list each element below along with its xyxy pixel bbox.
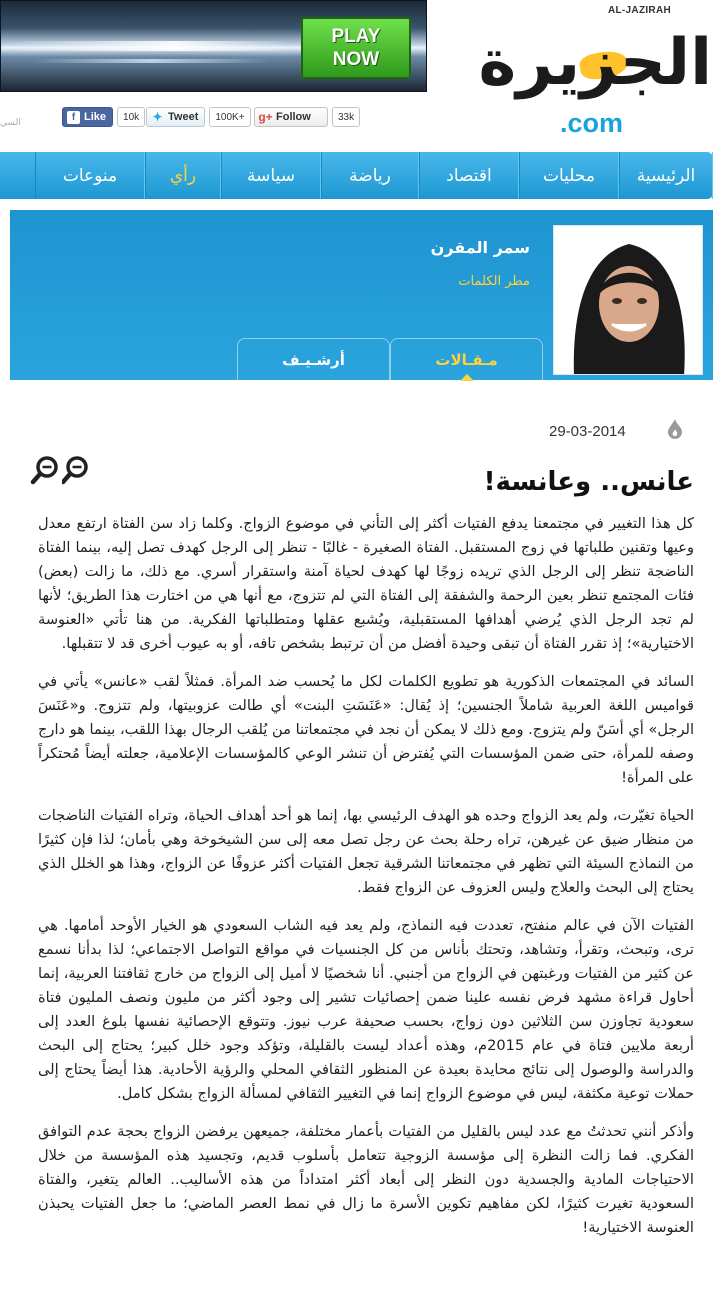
google-plus-icon: g+ bbox=[258, 110, 273, 124]
facebook-icon: f bbox=[67, 111, 80, 124]
follow-label: Follow bbox=[276, 111, 311, 123]
article-body bbox=[38, 512, 694, 1254]
follow-count: 33k bbox=[332, 107, 360, 127]
article-paragraph: السائد في المجتمعات الذكورية هو تطويع الكلمات لكل ما يُحسب ضد المرأة. فمثلاً لقب «عانس» يأتي في قواميس اللغة العربية شاملاً الجنسين؛ إذ يُقال: «عَنَسَتِ البنت» أي طالت عزوبيتها، ولم تتزوج. و«عَنَسَ الرجل» أي أسَنّ ولم يتزوج. ومع ذلك لا يمكن أن نجد في مجتمعاتنا من يُلقب الرجال بهذا اللقب، بينما هو دارج وصفه للمرأة، حتى ضمن المؤسسات التي يُفترض أن تنشر الوعي كالمؤسسات الإعلامية، جعلته أيضاً مُحتكراً على المرأة! bbox=[38, 673, 694, 786]
article-paragraph: وأذكر أنني تحدثتُ مع عدد ليس بالقليل من الفتيات بأعمار مختلفة، جميعهن يرفضن الزواج بحجة عدم التوافق الفكري. فما زالت النظرة إلى مؤسسة الزوجية تتعامل بأسلوب قديم، وتجسيد هذه المؤسسة من خلال الاحتياجات المادية والجسدية دون النظر إلى أبعاد أكثر امتداداً من هذه الأساليب.. العالم يتغير، والفتاة السعودية تغيرت كثيرًا، لكن مفاهيم تكوين الأسرة ما زال في نمط العصر الماضي؛ ما جعل الفتيات يحبذن العنوسة الاختيارية! bbox=[38, 1123, 694, 1236]
author-avatar bbox=[553, 225, 703, 375]
twitter-icon: ✦ bbox=[152, 110, 163, 124]
nav-item-politics[interactable]: سياسة bbox=[221, 152, 321, 199]
nav-item-opinion[interactable]: رأي bbox=[145, 152, 221, 199]
twitter-widget bbox=[146, 106, 251, 128]
nav-item-home[interactable]: الرئيسية bbox=[619, 152, 713, 199]
author-tabs bbox=[237, 338, 543, 380]
play-now-button[interactable] bbox=[301, 17, 411, 79]
nav-item-local[interactable]: محليات bbox=[519, 152, 619, 199]
tweet-label: Tweet bbox=[168, 111, 199, 123]
google-plus-follow-button[interactable] bbox=[254, 107, 328, 127]
nav-item-sports[interactable]: رياضة bbox=[321, 152, 419, 199]
site-logo[interactable]: الجزيرة bbox=[478, 26, 712, 100]
article-title: عانس.. وعانسة! bbox=[483, 467, 694, 497]
google-plus-widget bbox=[254, 106, 360, 128]
tab-archive[interactable]: أرشـيـف bbox=[237, 338, 390, 380]
logo-domain: .com bbox=[560, 108, 624, 138]
facebook-like-button[interactable] bbox=[62, 107, 113, 127]
author-panel bbox=[10, 210, 713, 380]
article-paragraph: الحياة تغيّرت، ولم يعد الزواج وحده هو الهدف الرئيسي بها، إنما هو أحد أهداف الحياة، وتراه الفتيات الناضجات من منظار ضيق عن غيرهن، تراه رحلة بحث عن رجل تصل معه إلى سن الشيخوخة وهي بأمان؛ لذا فإن كثيرًا من النماذج السيئة التي تظهر في مجتمعاتنا الشرقية تجعل الفتيات أكثر عزوفًا عن الزواج، وهذا هو الخلل الذي يحتاج إلى البحث والعلاج وليس العزوف عن الزواج فقط. bbox=[38, 807, 694, 896]
tab-articles[interactable]: مـقـالات bbox=[390, 338, 543, 380]
banner-light-streak-2 bbox=[31, 59, 271, 63]
facebook-like-widget bbox=[62, 106, 145, 128]
drop-icon bbox=[667, 418, 683, 440]
article-paragraph: الفتيات الآن في عالم منفتح، تعددت فيه النماذج، ولم يعد فيه الشاب السعودي هو الخيار الأوحد أمامها. هي ترى، وتبحث، وتقرأ، وتشاهد، وتحتك بأناس من كل الجنسيات في مواقع التواصل الاجتماعي؛ لذا بدأنا نسمع عن كثير من الفتيات ورغبتهن في الزواج من أجنبي. أنا شخصيًا لا أميل إلى الزواج من خارج ثقافتنا العربية، إنما أحاول قراءة مشهد فرض نفسه علينا ضمن إحصائيات تشير إلى وجود أكثر من مليون ونصف المليون فتاة سعودية تجاوزن سن الثلاثين دون زواج، بحسب صحيفة عرب نيوز. وتتوقع الإحصائية نفسها بلوغ العدد إلى أربعة ملايين فتاة في عام 2015م، وهذه أعداد ليست بالقليلة، وتؤكد وجود خلل كبير؛ يحتاج إلى البحث والدراسة والوصول إلى نتائج محايدة بعيدة عن المنظور الثقافي المحلي والرؤية الأحادية. هذا أيضاً يحتاج إلى حملات توعية مكثفة، ليس في موضوع الزواج إنما في التغيير الثقافي لمسألة الزواج بشكل كامل. bbox=[38, 917, 694, 1102]
author-name[interactable]: سمر المقرن bbox=[430, 238, 530, 257]
nav-item-economy[interactable]: اقتصاد bbox=[419, 152, 519, 199]
article-date: 29-03-2014 bbox=[549, 423, 626, 440]
ad-banner[interactable] bbox=[0, 0, 427, 92]
like-count: 10k bbox=[117, 107, 145, 127]
tweet-button[interactable] bbox=[146, 107, 205, 127]
now-label: NOW bbox=[332, 49, 380, 70]
like-label: Like bbox=[84, 111, 107, 123]
article-paragraph: كل هذا التغيير في مجتمعنا يدفع الفتيات أكثر إلى التأني في موضوع الزواج. وكلما زاد سن الفتاة ارتفع معدل وعيها وتقنين طلباتها في زوج المستقبل. الفتاة الصغيرة - غالبًا - تنظر إلى الرجل كهدف تصل إليه، بينما الفتاة الناضجة تنظر إلى الرجل الذي تريده زوجًا لها كهدف لحياة آمنة واستقرار أسري. مع ذلك، ما زالت (بعض) فئات المجتمع تنظر بعين الرحمة والشفقة إلى الفتاة التي لم تتزوج، مع أنها هي من اختارت هذا الطريق؛ لأنها لم تجد الرجل الذي يُرضي أهدافها المستقبلية، ويُشبع عقلها ومتطلباتها الفكرية. من هنا تأتي «العنوسة الاختيارية»؛ إذ تقرر الفتاة أن تبقى وحيدة أفضل من أن ترتبط بشخص تافه، أو به عيوب أخرى قد لا تتقبلها. bbox=[38, 515, 694, 652]
side-text-fragment: السي bbox=[0, 118, 21, 128]
tweet-count: 100K+ bbox=[209, 107, 250, 127]
logo-english: AL-JAZIRAH bbox=[608, 5, 671, 16]
nav-item-misc[interactable]: منوعات bbox=[35, 152, 145, 199]
main-nav bbox=[0, 152, 713, 199]
play-label: PLAY bbox=[331, 26, 381, 47]
banner-light-streak bbox=[1, 41, 291, 51]
column-name: مطر الكلمات bbox=[458, 274, 530, 289]
